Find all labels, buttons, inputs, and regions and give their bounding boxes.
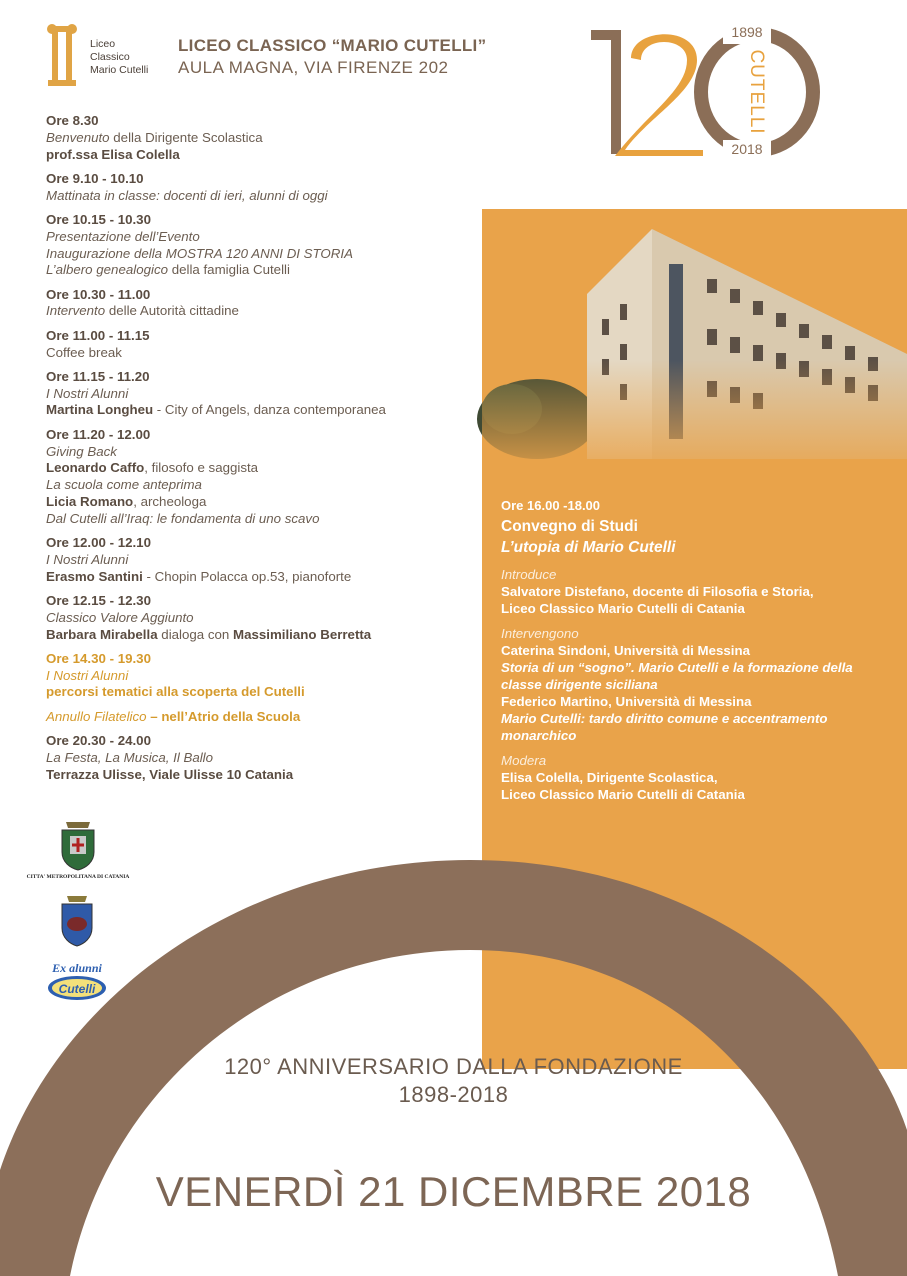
schedule-text: , filosofo e saggista — [144, 460, 259, 476]
schedule-line — [46, 262, 476, 279]
schedule-time: Ore 12.00 - 12.10 — [46, 535, 151, 551]
convegno-section — [501, 497, 901, 803]
speaker-2: Federico Martino, Università di Messina — [501, 694, 752, 709]
schedule-text: L’albero genealogico — [46, 262, 168, 278]
schedule-text: Intervento — [46, 303, 106, 319]
logo-line: Classico — [90, 51, 130, 63]
schedule-text: Terrazza Ulisse, Viale Ulisse 10 Catania — [46, 766, 294, 782]
schedule-text: della famiglia Cutelli — [168, 262, 290, 278]
schedule-time: Ore 10.15 - 10.30 — [46, 211, 151, 227]
schedule-entry — [46, 287, 476, 321]
schedule-line — [46, 246, 476, 263]
schedule-entry — [46, 171, 476, 205]
ex-alunni-top: Ex alunni — [52, 961, 102, 975]
school-title: LICEO CLASSICO “MARIO CUTELLI” — [178, 36, 487, 55]
schedule-line — [46, 188, 476, 205]
schedule-text: Barbara Mirabella — [46, 626, 158, 642]
schedule-entry — [46, 212, 476, 279]
schedule-text: Erasmo Santini — [46, 568, 143, 584]
schedule-entry — [46, 733, 476, 783]
schedule-text: Mattinata in classe: docenti di ieri, alunni di oggi — [46, 187, 328, 203]
schedule-time: Ore 10.30 - 11.00 — [46, 286, 151, 302]
schedule-text: , archeologa — [133, 493, 207, 509]
intervengono-label: Intervengono — [501, 626, 579, 641]
schedule-entry — [46, 651, 476, 701]
schedule-text: I Nostri Alunni — [46, 385, 129, 401]
logo-line: Mario Cutelli — [90, 64, 149, 76]
schedule-text: Massimiliano Berretta — [233, 626, 372, 642]
schedule-line — [46, 147, 476, 164]
logo-caption — [90, 38, 148, 77]
schedule-line — [46, 303, 476, 320]
schedule-line — [46, 229, 476, 246]
schedule-line — [46, 684, 476, 701]
schedule-time: Ore 9.10 - 10.10 — [46, 170, 144, 186]
schedule-text: – nell’Atrio della Scuola — [146, 708, 301, 724]
schedule-text: Leonardo Caffo — [46, 460, 145, 476]
schedule-text: Martina Longheu — [46, 402, 154, 418]
schedule-text: dialoga con — [157, 626, 234, 642]
schedule-line — [46, 569, 476, 586]
schedule-line — [46, 610, 476, 627]
schedule-text: - Chopin Polacca op.53, pianoforte — [142, 568, 352, 584]
schedule-line — [46, 494, 476, 511]
schedule-line — [46, 627, 476, 644]
introduce-line: Liceo Classico Mario Cutelli di Catania — [501, 601, 745, 616]
convegno-time: Ore 16.00 -18.00 — [501, 498, 601, 513]
schedule-text: prof.ssa Elisa Colella — [46, 146, 180, 162]
schedule-text: delle Autorità cittadine — [105, 303, 239, 319]
convegno-subtitle: L’utopia di Mario Cutelli — [501, 539, 676, 556]
schedule-entry — [46, 535, 476, 585]
ex-alunni-logo — [45, 960, 110, 1004]
talk-2-line: Mario Cutelli: tardo diritto comune e accentramento — [501, 711, 828, 726]
schedule-line — [46, 511, 476, 528]
schedule-line — [46, 402, 476, 419]
talk-1-line: classe dirigente siciliana — [501, 677, 658, 692]
anniversary-title: 120° ANNIVERSARIO DALLA FONDAZIONE — [224, 1054, 683, 1079]
ex-alunni-bottom: Cutelli — [58, 982, 96, 996]
schedule-text: Coffee break — [46, 344, 122, 360]
city-logo-label: CITTA' METROPOLITANA DI CATANIA — [26, 874, 130, 880]
schedule-line — [46, 709, 476, 726]
schedule-text: I Nostri Alunni — [46, 551, 129, 567]
modera-label: Modera — [501, 753, 547, 768]
convegno-title: Convegno di Studi — [501, 518, 638, 535]
schedule-line — [46, 345, 476, 362]
schedule-line — [46, 444, 476, 461]
schedule-entry — [46, 427, 476, 528]
talk-2-line: monarchico — [501, 728, 577, 743]
schedule-line — [46, 668, 476, 685]
modera-line: Liceo Classico Mario Cutelli di Catania — [501, 787, 745, 802]
schedule-line — [46, 767, 476, 784]
schedule-line — [46, 386, 476, 403]
anniversary-120-emblem — [585, 18, 825, 160]
schedule-text: Giving Back — [46, 443, 117, 459]
schedule-text: Annullo Filatelico — [46, 708, 147, 724]
school-building-image — [482, 209, 907, 484]
schedule-text: Presentazione dell’Evento — [46, 228, 200, 244]
school-address: AULA MAGNA, VIA FIRENZE 202 — [178, 58, 449, 77]
schedule-time: Ore 20.30 - 24.00 — [46, 733, 151, 748]
speaker-1: Caterina Sindoni, Università di Messina — [501, 643, 751, 658]
schedule-line — [46, 460, 476, 477]
schedule-text: Classico Valore Aggiunto — [46, 609, 194, 625]
comune-catania-logo — [58, 894, 96, 950]
schedule-time: Ore 11.15 - 11.20 — [46, 368, 150, 384]
schedule-text: percorsi tematici alla scoperta del Cutelli — [46, 684, 305, 700]
emblem-year-end: 2018 — [731, 141, 763, 157]
talk-1-line: Storia di un “sogno”. Mario Cutelli e la formazione della — [501, 660, 853, 675]
schedule-text: La scuola come anteprima — [46, 477, 202, 493]
schedule-time: Ore 8.30 — [46, 113, 99, 128]
emblem-vertical-text: CUTELLI — [746, 49, 767, 135]
schedule-line — [46, 130, 476, 147]
anniversary-block — [0, 1053, 907, 1109]
schedule-time: Ore 14.30 - 19.30 — [46, 650, 151, 666]
schedule-text: Licia Romano — [46, 493, 134, 509]
schedule-text: della Dirigente Scolastica — [109, 129, 263, 145]
schedule-entry — [46, 709, 476, 726]
schedule-text: Benvenuto — [46, 129, 110, 145]
event-schedule — [46, 113, 476, 791]
schedule-entry — [46, 328, 476, 362]
schedule-entry — [46, 369, 476, 419]
schedule-text: Dal Cutelli all’Iraq: le fondamenta di uno scavo — [46, 510, 320, 526]
logo-line: Liceo — [90, 38, 116, 50]
anniversary-years: 1898-2018 — [398, 1082, 509, 1107]
schedule-time: Ore 11.00 - 11.15 — [46, 327, 150, 343]
schedule-line — [46, 552, 476, 569]
schedule-time: Ore 11.20 - 12.00 — [46, 426, 151, 442]
emblem-year-start: 1898 — [731, 24, 763, 40]
schedule-text: La Festa, La Musica, Il Ballo — [46, 749, 214, 765]
introduce-line: Salvatore Distefano, docente di Filosofia e Storia, — [501, 584, 814, 599]
citta-metropolitana-logo — [26, 818, 130, 882]
event-date: VENERDÌ 21 DICEMBRE 2018 — [155, 1168, 752, 1215]
modera-line: Elisa Colella, Dirigente Scolastica, — [501, 770, 718, 785]
schedule-text: I Nostri Alunni — [46, 667, 129, 683]
schedule-line — [46, 477, 476, 494]
schedule-text: Inaugurazione della MOSTRA 120 ANNI DI STORIA — [46, 245, 353, 261]
schedule-time: Ore 12.15 - 12.30 — [46, 592, 151, 608]
introduce-label: Introduce — [501, 567, 557, 582]
cutelli-logo-icon — [46, 24, 78, 88]
schedule-entry — [46, 593, 476, 643]
schedule-line — [46, 750, 476, 767]
schedule-entry — [46, 113, 476, 163]
schedule-text: - City of Angels, danza contemporanea — [153, 402, 386, 418]
